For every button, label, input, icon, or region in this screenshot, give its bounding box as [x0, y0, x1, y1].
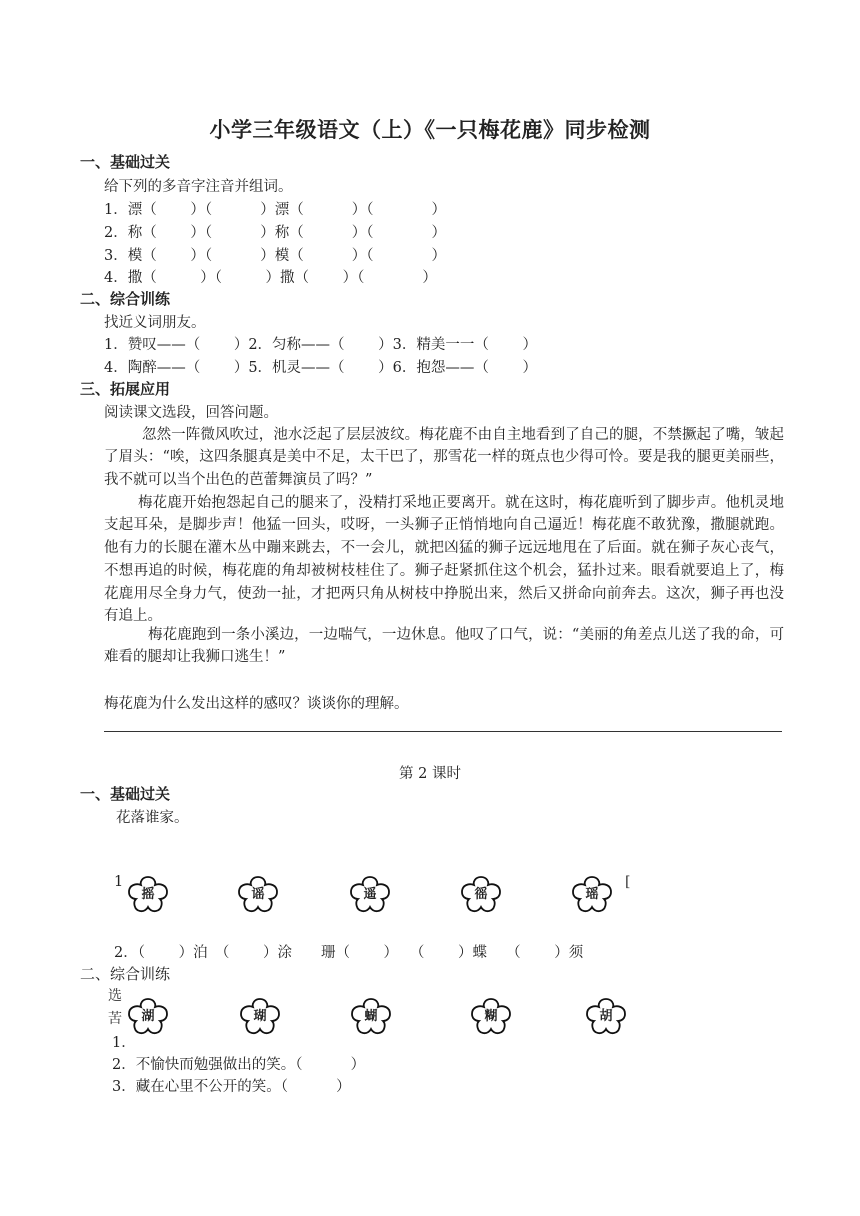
instruction-flowers: 花落谁家。 — [116, 810, 189, 826]
polyphone-item: 4．撒（ ）（ ）撒（ ）（ ） — [104, 270, 437, 286]
passage-paragraph: 梅花鹿跑到一条小溪边，一边喘气，一边休息。他叹了口气，说：“美丽的角差点儿送了我的命，可难看的腿却让我狮口逃生！” — [104, 626, 784, 666]
section-heading-extension: 三、拓展应用 — [80, 380, 171, 398]
polyphone-item: 1．漂（ ）（ ）漂（ ）（ ） — [104, 202, 447, 218]
smile-item: 3．藏在心里不公开的笑。（ ） — [112, 1079, 351, 1095]
instruction-reading: 阅读课文选段，回答问题。 — [104, 405, 278, 421]
flower-char: 瑚 — [253, 1009, 267, 1024]
flower-char: 蝴 — [364, 1009, 378, 1024]
flower-char: 徭 — [474, 887, 488, 902]
flower-card[interactable] — [566, 873, 618, 917]
smile-item: 1． — [112, 1035, 136, 1051]
section-heading-basic: 一、基础过关 — [80, 153, 171, 171]
flower-card[interactable] — [345, 995, 397, 1039]
partial-text: 苦 — [108, 1011, 122, 1027]
synonym-row: 4．陶醉——（ ）5．机灵——（ ）6．抱怨——（ ） — [104, 360, 538, 376]
instruction-synonym: 找近义词朋友。 — [104, 315, 206, 331]
flower-row-tail: [ — [625, 874, 631, 890]
polyphone-item: 3．模（ ）（ ）模（ ）（ ） — [104, 248, 447, 264]
flower-char: 瑶 — [585, 887, 599, 902]
fill-row-2: 2．（ ）泊 （ ）涂 珊（ ） （ ）蝶 （ ）须 — [114, 945, 584, 961]
flower-card[interactable] — [580, 995, 632, 1039]
section-heading-training: 二、综合训练 — [80, 290, 171, 308]
flower-row-number: 1 — [114, 874, 124, 890]
flower-card[interactable] — [465, 995, 517, 1039]
instruction-polyphone: 给下列的多音字注音并组词。 — [104, 179, 293, 195]
synonym-row: 1．赞叹——（ ）2．匀称——（ ）3．精美一一（ ） — [104, 337, 538, 353]
flower-card[interactable] — [122, 873, 174, 917]
flower-char: 糊 — [484, 1009, 498, 1024]
partial-text: 选 — [108, 988, 122, 1004]
flower-card[interactable] — [344, 873, 396, 917]
flower-char: 谣 — [251, 887, 265, 902]
flower-char: 胡 — [599, 1009, 613, 1024]
answer-line — [104, 731, 782, 732]
flower-card[interactable] — [234, 995, 286, 1039]
flower-char: 摇 — [141, 887, 155, 902]
section-heading-basic-2: 一、基础过关 — [80, 785, 171, 803]
lesson-label: 第 2 课时 — [399, 766, 461, 782]
flower-card[interactable] — [455, 873, 507, 917]
flower-card[interactable] — [232, 873, 284, 917]
section-heading-training-2: 二、综合训练 — [80, 965, 171, 983]
smile-item: 2．不愉快而勉强做出的笑。（ ） — [112, 1057, 366, 1073]
reading-question: 梅花鹿为什么发出这样的感叹？谈谈你的理解。 — [104, 696, 409, 712]
page-title: 小学三年级语文（上）《一只梅花鹿》同步检测 — [209, 118, 651, 142]
polyphone-item: 2．称（ ）（ ）称（ ）（ ） — [104, 225, 447, 241]
flower-char: 湖 — [141, 1009, 155, 1024]
passage-paragraph: 梅花鹿开始抱怨起自己的腿来了，没精打采地正要离开。就在这时，梅花鹿听到了脚步声。他机灵地支起耳朵，是脚步声！他猛一回头，哎呀，一头狮子正悄悄地向自己逼近！梅花鹿不敢犹豫，撒腿就跑。他有力的长腿在灌木丛中蹦来跳去，不一会儿，就把凶猛的狮子远远地甩在了后面。就在狮子灰心丧气，不想再追的时候，梅花鹿的角却被树枝桂住了。狮子赶紧抓住这个机会，猛扑过来。眼看就要追上了，梅花鹿用尽全身力气，使劲一扯，才把两只角从树枝中挣脱出来，然后又拼命向前奔去。这次，狮子再也没有追上。 — [104, 494, 784, 625]
passage-paragraph: 忽然一阵微风吹过，池水泛起了层层波纹。梅花鹿不由自主地看到了自己的腿，不禁撅起了嘴，皱起了眉头：“唉，这四条腿真是美中不足，太干巴了，那雪花一样的斑点也少得可怜。要是我的腿更美丽些，我不就可以当个出色的芭蕾舞演员了吗？” — [104, 426, 784, 489]
flower-char: 遥 — [363, 887, 377, 902]
